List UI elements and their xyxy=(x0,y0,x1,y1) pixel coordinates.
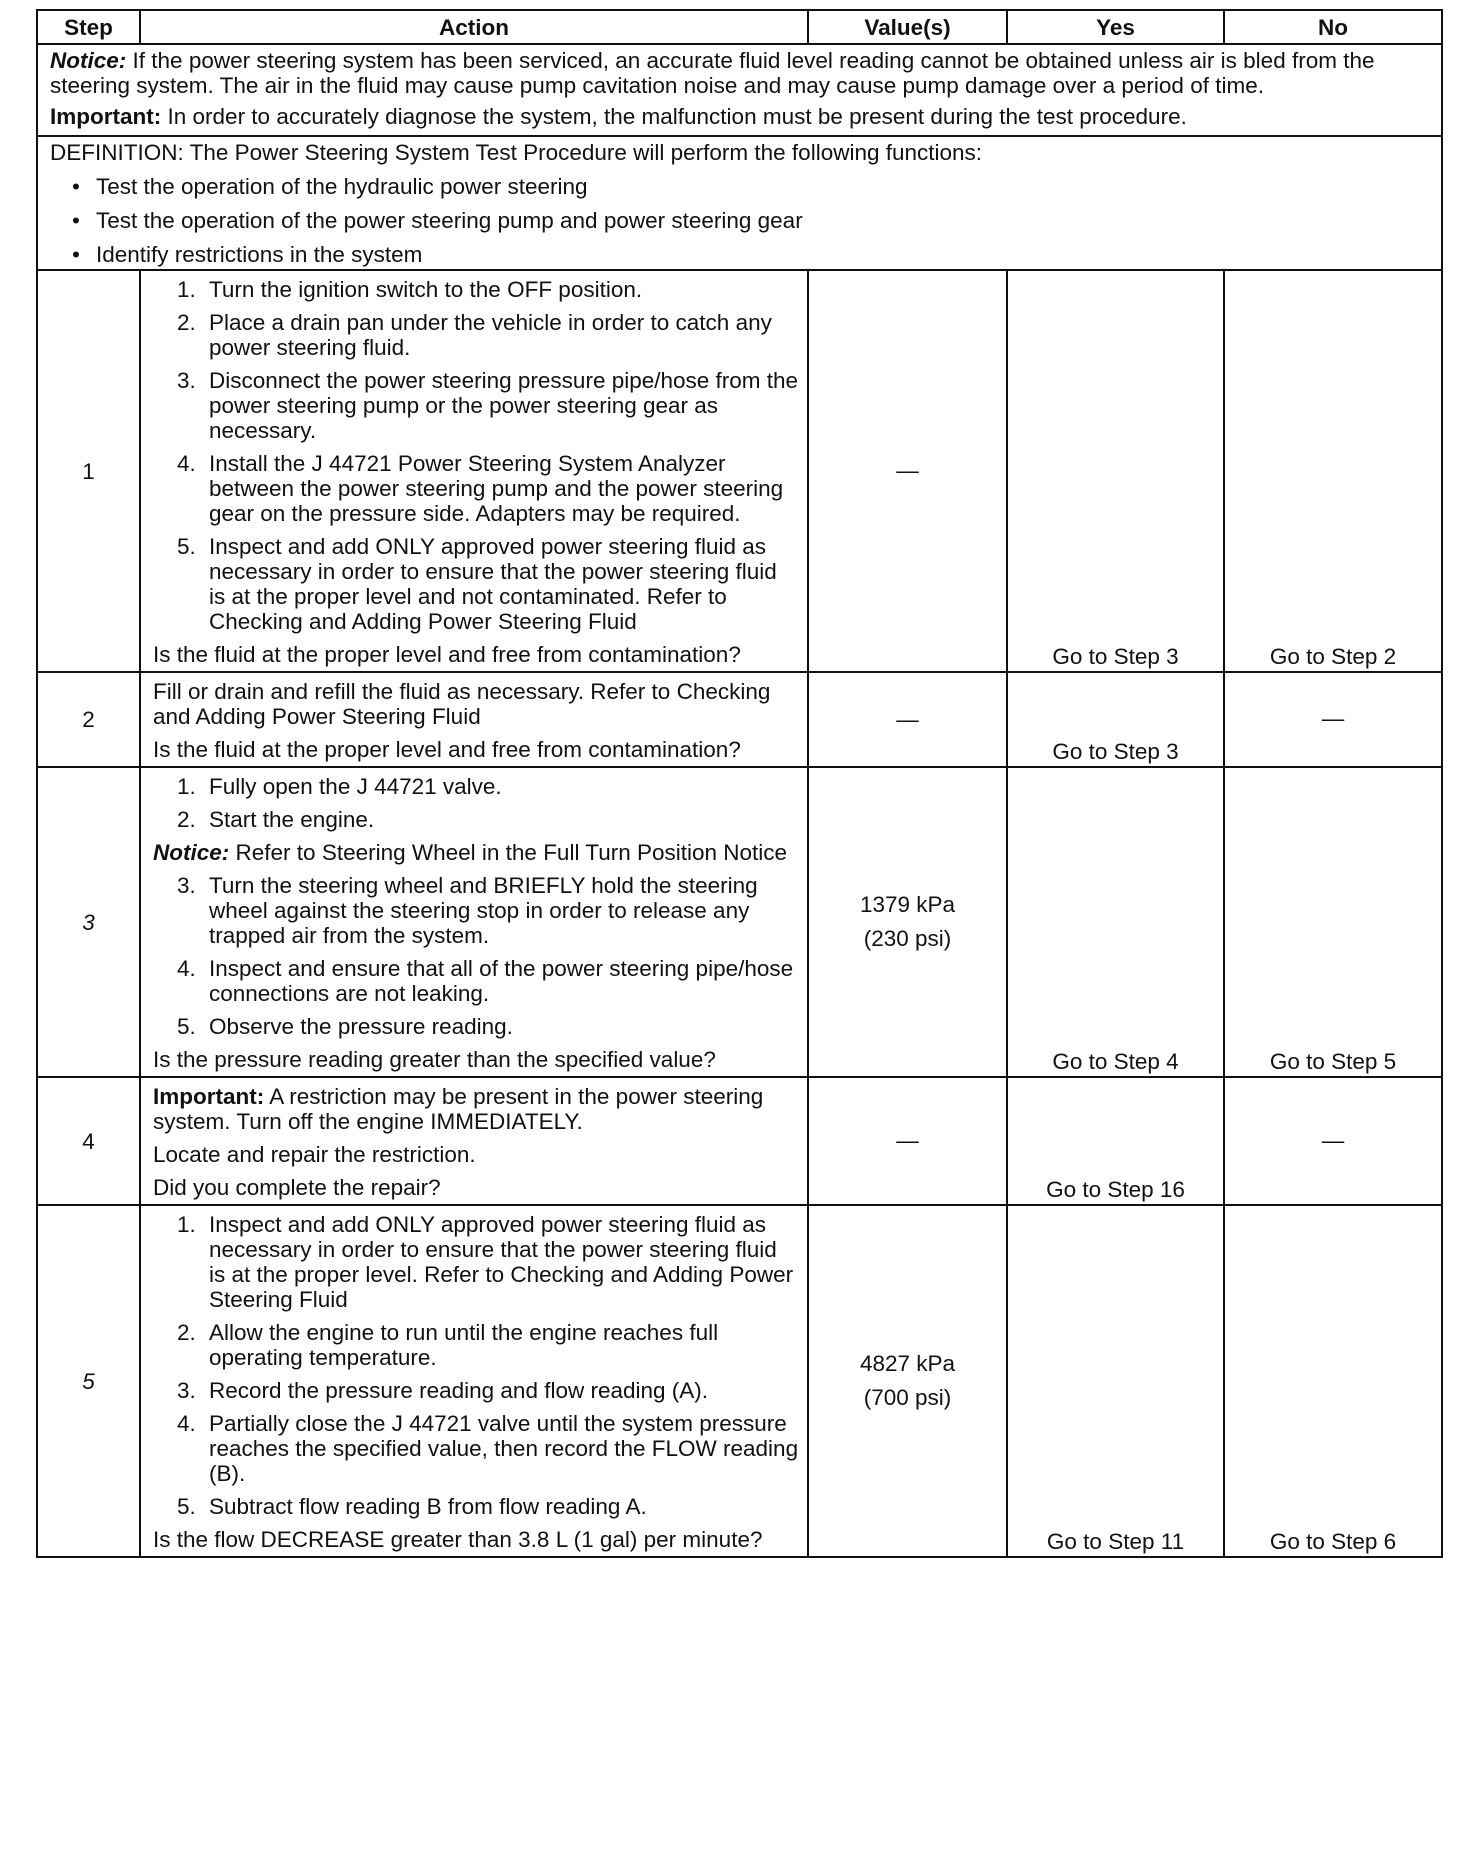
action-item: 5. Observe the pressure reading. xyxy=(177,1014,513,1039)
header-row xyxy=(37,10,1442,44)
important-paragraph xyxy=(50,104,1429,129)
step-question: Is the fluid at the proper level and free from contamination? xyxy=(153,737,741,762)
value-kpa: 4827 kPa xyxy=(859,1351,956,1376)
step-notice xyxy=(153,840,799,865)
step-value: — xyxy=(808,1077,1007,1205)
action-item: 5. Subtract flow reading B from flow reading A. xyxy=(177,1494,647,1519)
action-item: 3. Record the pressure reading and flow reading (A). xyxy=(177,1378,709,1403)
step-row-2 xyxy=(37,672,1442,767)
action-list xyxy=(153,774,799,832)
step-text: Fill or drain and refill the fluid as necessary. Refer to Checking and Adding Power Steering Fluid xyxy=(153,679,771,729)
header-step: Step xyxy=(37,10,140,44)
step-no: — xyxy=(1224,1077,1442,1205)
action-item: 3. Turn the steering wheel and BRIEFLY hold the steering wheel against the steering stop in order to release any trapped air from the system. xyxy=(177,873,758,948)
action-item: 5. Inspect and add ONLY approved power steering fluid as necessary in order to ensure that the power steering fluid is at the proper level and not contaminated. Refer to Checking and Adding Power Steering Fluid xyxy=(177,534,777,634)
step-action xyxy=(140,1205,808,1557)
step-question: Is the flow DECREASE greater than 3.8 L (1 gal) per minute? xyxy=(153,1527,763,1552)
step-question: Is the pressure reading greater than the specified value? xyxy=(153,1047,716,1072)
important-label: Important: xyxy=(50,104,162,129)
step-important-text: A restriction may be present in the power steering system. Turn off the engine IMMEDIATELY. xyxy=(153,1084,764,1134)
step-no: Go to Step 5 xyxy=(1224,767,1442,1077)
header-action: Action xyxy=(140,10,808,44)
step-row-3 xyxy=(37,767,1442,1077)
step-value: — xyxy=(808,270,1007,672)
action-item: 4. Install the J 44721 Power Steering System Analyzer between the power steering pump and the power steering gear on the pressure side. Adapters may be required. xyxy=(177,451,784,526)
step-row-5 xyxy=(37,1205,1442,1557)
step-action xyxy=(140,672,808,767)
definition-cell xyxy=(37,136,1442,270)
action-item: 3. Disconnect the power steering pressure pipe/hose from the power steering pump or the power steering gear as necessary. xyxy=(177,368,799,443)
action-item: 4. Inspect and ensure that all of the power steering pipe/hose connections are not leaking. xyxy=(177,956,794,1006)
notice-label: Notice: xyxy=(50,48,127,73)
step-text: Locate and repair the restriction. xyxy=(153,1142,476,1167)
action-item: 1. Turn the ignition switch to the OFF position. xyxy=(177,277,643,302)
step-yes: Go to Step 16 xyxy=(1007,1077,1224,1205)
step-number: 5 xyxy=(37,1205,140,1557)
action-item: 2. Allow the engine to run until the engine reaches full operating temperature. xyxy=(177,1320,719,1370)
value-kpa: 1379 kPa xyxy=(859,892,956,917)
action-list xyxy=(153,1212,799,1519)
step-value xyxy=(808,1205,1007,1557)
value-psi: (700 psi) xyxy=(863,1385,952,1410)
step-yes: Go to Step 11 xyxy=(1007,1205,1224,1557)
notice-cell xyxy=(37,44,1442,136)
step-yes: Go to Step 3 xyxy=(1007,270,1224,672)
step-no: Go to Step 6 xyxy=(1224,1205,1442,1557)
step-important xyxy=(153,1084,799,1134)
step-no: Go to Step 2 xyxy=(1224,270,1442,672)
step-number: 3 xyxy=(37,767,140,1077)
action-list xyxy=(153,277,799,634)
notice-row xyxy=(37,44,1442,136)
diagnostic-table-page xyxy=(36,9,1441,1558)
step-action xyxy=(140,1077,808,1205)
step-yes: Go to Step 3 xyxy=(1007,672,1224,767)
definition-item: • Test the operation of the hydraulic power steering xyxy=(50,174,1429,199)
step-number: 4 xyxy=(37,1077,140,1205)
step-value xyxy=(808,767,1007,1077)
important-text: In order to accurately diagnose the system, the malfunction must be present during the test procedure. xyxy=(167,104,1187,129)
action-item: 2. Start the engine. xyxy=(177,807,375,832)
definition-item: • Identify restrictions in the system xyxy=(50,242,1429,267)
step-action xyxy=(140,767,808,1077)
step-action xyxy=(140,270,808,672)
step-question: Is the fluid at the proper level and free from contamination? xyxy=(153,642,741,667)
definition-item: • Test the operation of the power steering pump and power steering gear xyxy=(50,208,1429,233)
step-notice-text: Refer to Steering Wheel in the Full Turn Position Notice xyxy=(235,840,788,865)
notice-paragraph xyxy=(50,48,1429,98)
action-item: 2. Place a drain pan under the vehicle in order to catch any power steering fluid. xyxy=(177,310,772,360)
step-no: — xyxy=(1224,672,1442,767)
step-notice-label: Notice: xyxy=(153,840,230,865)
step-value: — xyxy=(808,672,1007,767)
step-row-1 xyxy=(37,270,1442,672)
step-row-4 xyxy=(37,1077,1442,1205)
header-no: No xyxy=(1224,10,1442,44)
step-question: Did you complete the repair? xyxy=(153,1175,441,1200)
notice-text: If the power steering system has been serviced, an accurate fluid level reading cannot be obtained unless air is bled from the steering system. The air in the fluid may cause pump cavitation noise and may cause pump damage over a period of time. xyxy=(50,48,1375,98)
diagnostic-table xyxy=(36,9,1443,1558)
value-psi: (230 psi) xyxy=(863,926,952,951)
action-item: 1. Fully open the J 44721 valve. xyxy=(177,774,502,799)
step-yes: Go to Step 4 xyxy=(1007,767,1224,1077)
step-important-label: Important: xyxy=(153,1084,265,1109)
header-yes: Yes xyxy=(1007,10,1224,44)
action-item: 1. Inspect and add ONLY approved power steering fluid as necessary in order to ensure that the power steering fluid is at the proper level. Refer to Checking and Adding Power Steering Fluid xyxy=(177,1212,794,1312)
definition-list xyxy=(50,174,1429,267)
step-number: 1 xyxy=(37,270,140,672)
definition-row xyxy=(37,136,1442,270)
action-item: 4. Partially close the J 44721 valve until the system pressure reaches the specified value, then record the FLOW reading (B). xyxy=(177,1411,799,1486)
header-values: Value(s) xyxy=(808,10,1007,44)
action-list xyxy=(153,873,799,1039)
step-number: 2 xyxy=(37,672,140,767)
definition-intro: DEFINITION: The Power Steering System Test Procedure will perform the following functions: xyxy=(50,140,983,165)
